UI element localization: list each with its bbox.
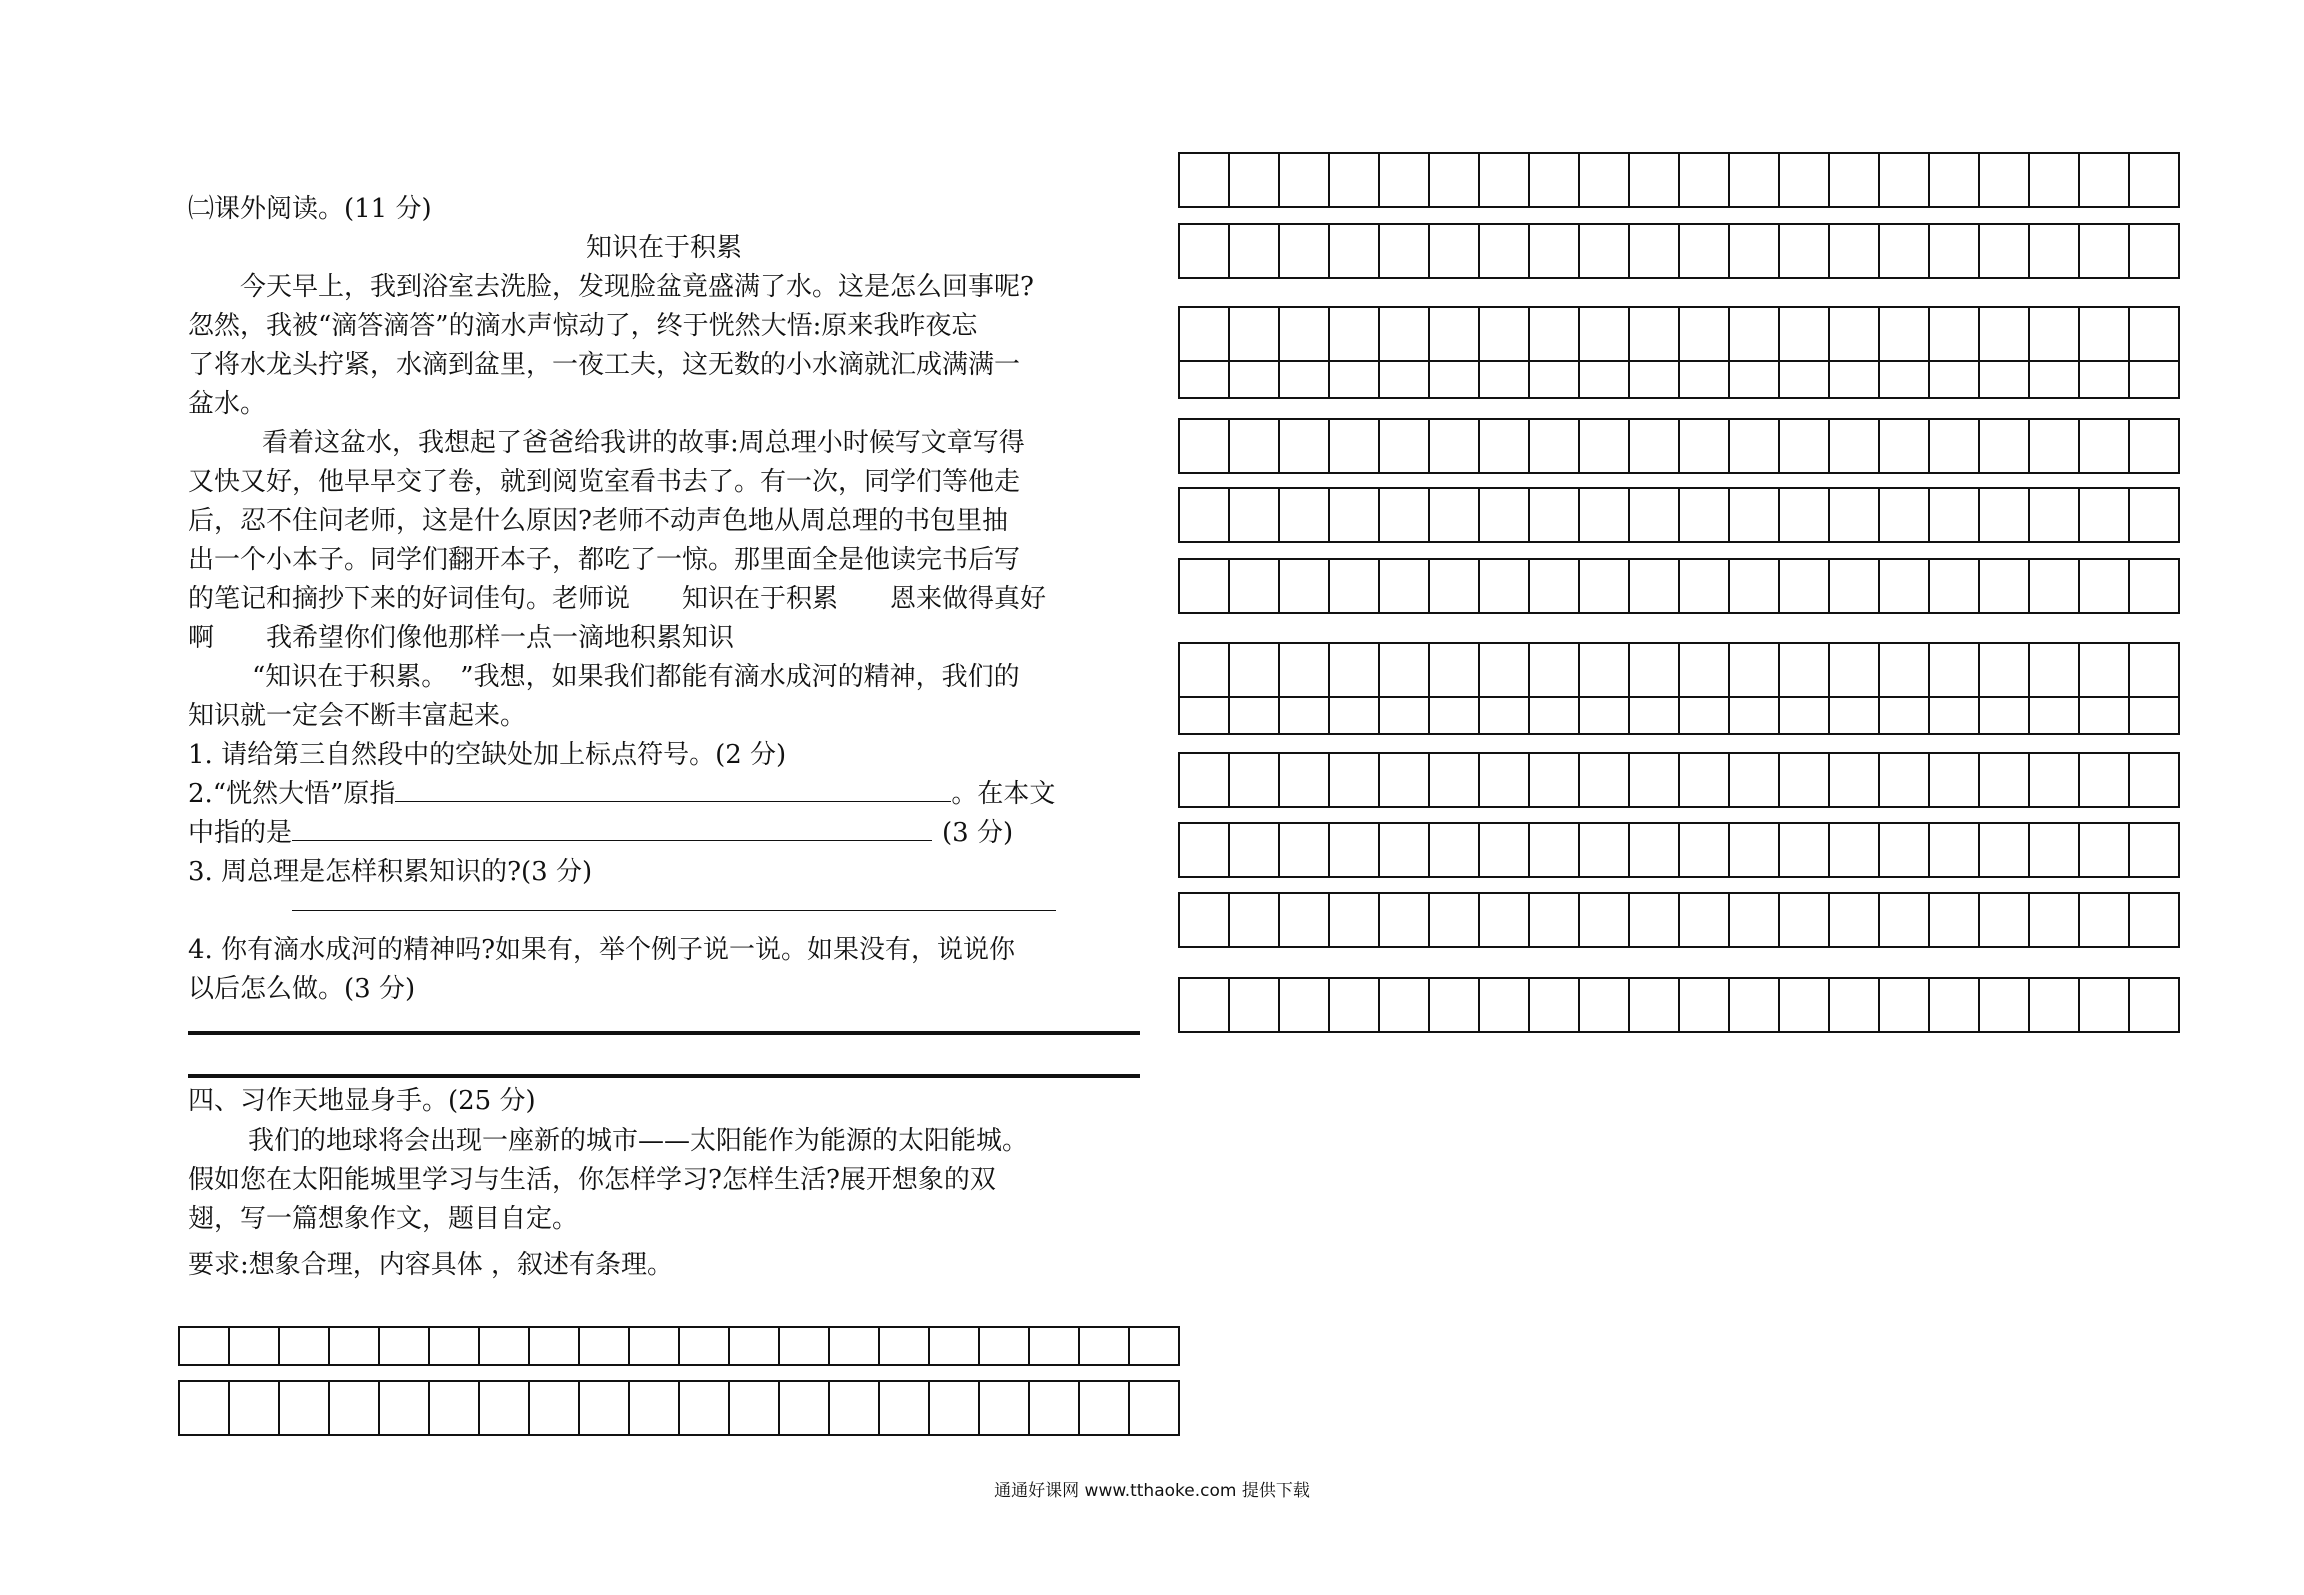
q2-points: (3 分) — [942, 818, 1014, 848]
grid-row[interactable] — [1179, 419, 2179, 473]
question-1: 1. 请给第三自然段中的空缺处加上标点符号。(2 分) — [188, 740, 787, 770]
composition-grid-block-5[interactable] — [1178, 487, 2180, 543]
passage-title: 知识在于积累 — [585, 233, 742, 263]
q2-answer-blank-1[interactable] — [395, 777, 951, 802]
p2-line-6: 啊 我希望你们像他那样一点一滴地积累知识 — [188, 623, 735, 653]
question-2-line-1 — [188, 773, 1055, 810]
footer-credit: 通通好课网 www.tthaoke.com 提供下载 — [994, 1481, 1310, 1501]
composition-grid-block-7[interactable] — [1178, 642, 2180, 735]
p2-line-4: 出一个小本子。同学们翻开本子，都吃了一惊。那里面全是他读完书后写 — [188, 545, 1021, 575]
grid-row[interactable] — [1179, 978, 2179, 1032]
composition-grid-block-4[interactable] — [1178, 418, 2180, 474]
grid-row[interactable] — [179, 1381, 1179, 1435]
q3-answer-blank[interactable] — [292, 900, 1056, 911]
grid-row[interactable] — [1179, 643, 2179, 697]
composition-grid-block-3[interactable] — [1178, 306, 2180, 399]
p2-line-3: 后，忍不住问老师，这是什么原因?老师不动声色地从周总理的书包里抽 — [188, 506, 1008, 536]
writing-heading: 四、习作天地显身手。(25 分) — [188, 1086, 536, 1116]
q2-mid: 。在本文 — [951, 779, 1056, 809]
grid-row[interactable] — [1179, 893, 2179, 947]
q2-answer-blank-2[interactable] — [292, 816, 932, 841]
question-4-line-1: 4. 你有滴水成河的精神吗?如果有，举个例子说一说。如果没有，说说你 — [188, 935, 1016, 965]
grid-row[interactable] — [1179, 823, 2179, 877]
writing-line-3: 翅，写一篇想象作文，题目自定。 — [188, 1204, 579, 1234]
grid-row[interactable] — [1179, 753, 2179, 807]
q2-prefix: 2.“恍然大悟”原指 — [188, 779, 396, 809]
p2-line-1: 看着这盆水，我想起了爸爸给我讲的故事:周总理小时候写文章写得 — [262, 428, 1025, 458]
question-3: 3. 周总理是怎样积累知识的?(3 分) — [188, 857, 593, 887]
answer-rule-2 — [188, 1074, 1140, 1078]
composition-grid-block-9[interactable] — [1178, 822, 2180, 878]
writing-line-2: 假如您在太阳能城里学习与生活，你怎样学习?怎样生活?展开想象的双 — [188, 1165, 996, 1195]
p2-line-2: 又快又好，他早早交了卷，就到阅览室看书去了。有一次，同学们等他走 — [188, 467, 1021, 497]
q3-answer-row — [292, 888, 1056, 918]
composition-grid-block-2[interactable] — [1178, 223, 2180, 279]
p1-line-3: 了将水龙头拧紧，水滴到盆里，一夜工夫，这无数的小水滴就汇成满满一 — [188, 350, 1021, 380]
question-4-line-2: 以后怎么做。(3 分) — [188, 974, 416, 1004]
writing-grid-row-2[interactable] — [178, 1380, 1180, 1436]
p2-line-5: 的笔记和摘抄下来的好词佳句。老师说 知识在于积累 恩来做得真好 — [188, 584, 1047, 614]
composition-grid-block-10[interactable] — [1178, 892, 2180, 948]
grid-row[interactable] — [1179, 559, 2179, 613]
composition-grid-block-6[interactable] — [1178, 558, 2180, 614]
grid-row[interactable] — [1179, 488, 2179, 542]
p1-line-1: 今天早上，我到浴室去洗脸，发现脸盆竟盛满了水。这是怎么回事呢? — [240, 272, 1034, 302]
grid-row[interactable] — [1179, 224, 2179, 278]
question-2-line-2 — [188, 812, 1013, 849]
writing-grid-row-1[interactable] — [178, 1326, 1180, 1366]
grid-row[interactable] — [1179, 361, 2179, 398]
p1-line-2: 忽然，我被“滴答滴答”的滴水声惊动了，终于恍然大悟:原来我昨夜忘 — [188, 311, 978, 341]
grid-row[interactable] — [1179, 153, 2179, 207]
writing-requirement: 要求:想象合理，内容具体 ，叙述有条理。 — [188, 1250, 674, 1280]
p3-line-1: “知识在于积累。 ”我想，如果我们都能有滴水成河的精神，我们的 — [252, 662, 1020, 692]
grid-row[interactable] — [1179, 307, 2179, 361]
composition-grid-block-1[interactable] — [1178, 152, 2180, 208]
composition-grid-block-11[interactable] — [1178, 977, 2180, 1033]
answer-rule-1 — [188, 1031, 1140, 1035]
grid-row[interactable] — [179, 1327, 1179, 1365]
grid-row[interactable] — [1179, 697, 2179, 734]
writing-line-1: 我们的地球将会出现一座新的城市——太阳能作为能源的太阳能城。 — [248, 1126, 1029, 1156]
q2-prefix-2: 中指的是 — [188, 818, 293, 848]
p3-line-2: 知识就一定会不断丰富起来。 — [188, 701, 527, 731]
p1-line-4: 盆水。 — [188, 389, 267, 419]
composition-grid-block-8[interactable] — [1178, 752, 2180, 808]
reading-heading: ㈡课外阅读。(11 分) — [188, 194, 432, 224]
